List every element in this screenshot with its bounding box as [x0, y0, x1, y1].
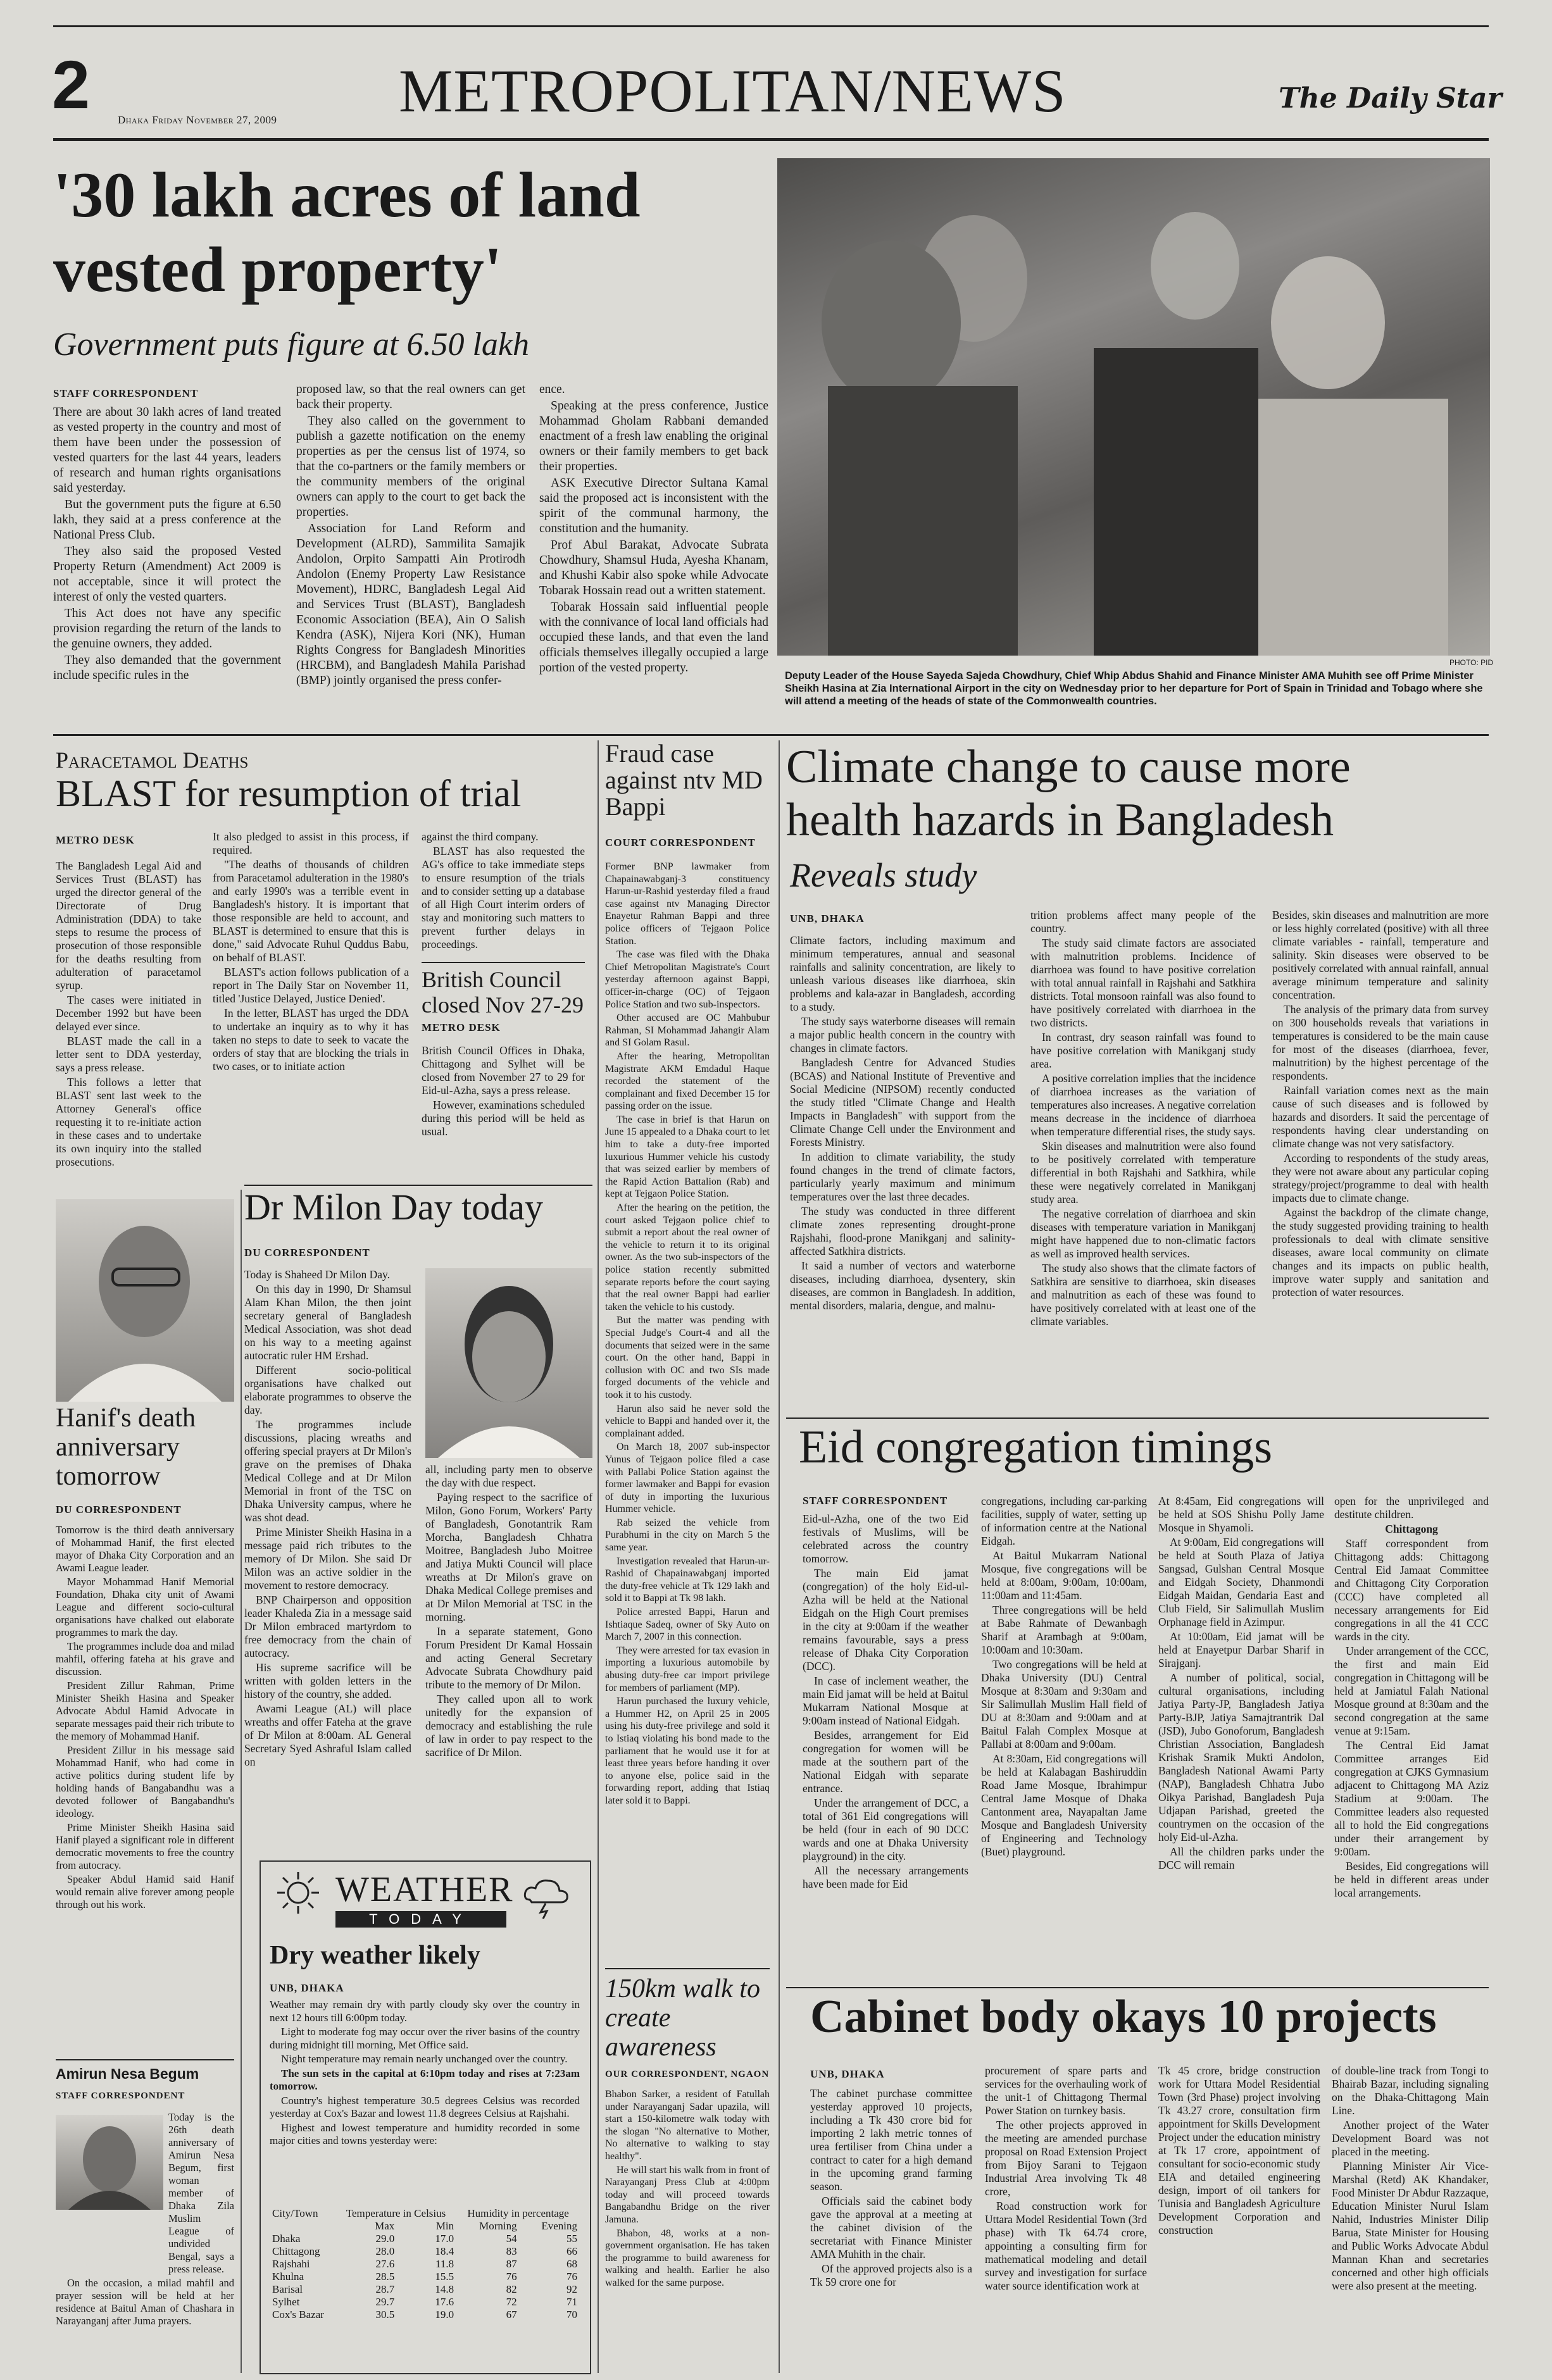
- table-cell: 29.0: [375, 2233, 395, 2245]
- paragraph: The other projects approved in the meeting are amended purchase proposal on Road Extension Project from Bijoy Sarani to Tejgaon Industrial Area involving Tk 48 crore,: [985, 2119, 1147, 2198]
- paper-logo: The Daily Star: [1279, 82, 1502, 115]
- paragraph: procurement of spare parts and services for the overhauling work of the unit-1 of Chittagong Thermal Power Station on turnkey basis.: [985, 2064, 1147, 2117]
- table-cell: Sylhet: [272, 2296, 300, 2308]
- weather-table: [270, 2207, 580, 2321]
- table-cell: 92: [566, 2283, 577, 2295]
- table-cell: 67: [506, 2308, 517, 2321]
- eid-subhead-chittagong: Chittagong: [1385, 1523, 1438, 1535]
- table-subheader: Min: [435, 2220, 454, 2232]
- paragraph: Prime Minister Sheikh Hasina in a message paid rich tributes to the memory of Dr Milon. She said Dr Milon was an active soldier in the movement to restore democracy.: [244, 1526, 411, 1592]
- walk-headline: 150km walk to create awareness: [605, 1974, 760, 2062]
- fraud-headline: Fraud case against ntv MD Bappi: [605, 739, 763, 821]
- blast-kicker: Paracetamol Deaths: [56, 747, 249, 773]
- blast-col-1: [56, 859, 201, 1170]
- table-cell: 76: [506, 2271, 517, 2283]
- paragraph: proposed law, so that the real owners can get back their property.: [296, 383, 525, 411]
- paragraph: The negative correlation of diarrhoea and skin diseases with temperature variation in Manikganj might have happened due to non-climatic factors as well as improved health services.: [1030, 1207, 1256, 1260]
- paragraph: trition problems affect many people of the country.: [1030, 909, 1256, 935]
- paragraph: At 9:00am, Eid congregations will be held at South Plaza of Jatiya Sangsad, Gulshan Central Mosque and Eidgah Society, Dhanmondi Eidgah Maidan, Gendaria East and Club Field, Sir Salimullah Muslim Orphanage field in Azimpur.: [1158, 1536, 1324, 1628]
- paragraph: However, examinations scheduled during this period will be held as usual.: [422, 1099, 585, 1138]
- hanif-photo: [56, 1199, 234, 1402]
- council-headline: British Council closed Nov 27-29: [422, 967, 584, 1018]
- paragraph: Weather may remain dry with partly cloudy sky over the country in next 12 hours till 6:00pm today.: [270, 1998, 580, 2024]
- table-cell: Khulna: [272, 2271, 304, 2283]
- paragraph: The case was filed with the Dhaka Chief Metropolitan Magistrate's Court yesterday afternoon against Bappi, officer-in-charge (OC) of Tejgaon Police Station and two sub-inspectors.: [605, 949, 770, 1010]
- table-header: Temperature in Celsius: [346, 2207, 446, 2219]
- milon-byline: DU CORRESPONDENT: [244, 1247, 370, 1259]
- paragraph: Skin diseases and malnutrition were also found to be positively correlated with temperature differential in both Rajshahi and Satkhira, while these were negatively correlated in Manikganj study area.: [1030, 1140, 1256, 1206]
- paragraph: Climate factors, including maximum and minimum temperatures, annual and seasonal rainfalls and salinity concentration, are likely to unleash various diseases like diarrhoea, skin problems and kala-azar in Bangladesh, according to a study.: [790, 934, 1015, 1013]
- table-row: [270, 2258, 580, 2271]
- paragraph: It said a number of vectors and waterborne diseases, including diarrhoea, dysentery, skin diseases, are common in Bangladesh. In addition, mental disorders, malaria, dengue, and malnu-: [790, 1259, 1015, 1312]
- paragraph: The Central Eid Jamat Committee arranges Eid congregation at CJKS Gymnasium adjacent to Chittagong MA Aziz Stadium at 9:00am. The Committee leaders also requested all to hold the Eid congregations under their arrangement by 9:00am.: [1334, 1739, 1489, 1858]
- paragraph: In a separate statement, Gono Forum President Dr Kamal Hossain and acting General Secretary Advocate Subrata Chowdhury paid tribute to the memory of Dr Milon.: [425, 1625, 592, 1691]
- paragraph: President Zillur in his message said Mohammad Hanif, who had come in active politics during student life by holding hands of Bangabandhu was a devoted follower of Bangabandhu's ideology.: [56, 1744, 234, 1819]
- cabinet-headline: Cabinet body okays 10 projects: [810, 1991, 1437, 2043]
- paragraph: A number of political, social, cultural organisations, including Jatiya Party-JP, Bangladesh Jatiya Party-BJP, Jatiya Samajtrantrik Dal (JSD), Jubo Gonoforum, Bangladesh Christian Association, Bangladesh Krishak Sramik Mukti Andolon, Bangladesh National Awami Party (NAP), Bangladesh Chhatra Jubo Oikya Parishad, Bangladesh Puja Udjapan Parishad, greeted the countrymen on the occasion of the holy Eid-ul-Azha.: [1158, 1671, 1324, 1843]
- table-cell: Dhaka: [272, 2233, 301, 2245]
- eid-byline: STAFF CORRESPONDENT: [803, 1495, 948, 1507]
- paragraph: The Bangladesh Legal Aid and Services Trust (BLAST) has urged the director general of the Directorate of Drug Administration (DDA) to take steps to resume the process of prosecution of those responsible for the deaths resulting from adulteration of paracetamol syrup.: [56, 859, 201, 992]
- paragraph: Another project of the Water Development Board was not placed in the meeting.: [1332, 2119, 1489, 2158]
- paragraph: The case in brief is that Harun on June 15 appealed to a Dhaka court to let him to take a duty-free imported luxurious Hummer vehicle his custody that was seized earlier by members of the Rapid Action Battalion (Rab) and kept at Tejgaon Police Station.: [605, 1114, 770, 1200]
- table-subheader: Morning: [479, 2220, 517, 2232]
- paragraph: Road construction work for Uttara Model Residential Town (3rd phase) with Tk 64.74 crore, appointing a consulting firm for mathematical modeling and detail survey and investigation for surface water source identification work at: [985, 2200, 1147, 2292]
- blast-col-3: [422, 830, 585, 952]
- paragraph: The study said climate factors are associated with malnutrition problems. Incidence of diarrhoea was found to have positive correlation with total annual rainfall in Rajshahi and Satkhira districts. Total monsoon rainfall was also found to have positively correlated with diarrhoea in the two districts.: [1030, 937, 1256, 1029]
- sun-icon: [276, 1871, 320, 1915]
- paragraph: They were arrested for tax evasion in importing a luxurious automobile by abusing duty-free car import privilege for members of parliament (MP).: [605, 1645, 770, 1693]
- paragraph: The cabinet purchase committee yesterday approved 10 projects, including a Tk 430 crore bid for importing 2 lakh metric tonnes of urea fertiliser from China under a contract to cater for a high demand in the upcoming grand farming season.: [810, 2087, 972, 2193]
- paragraph: Harun also said he never sold the vehicle to Bappi and handed over it, the complainant added.: [605, 1403, 770, 1439]
- paragraph: Against the backdrop of the climate change, the study suggested providing training to health professionals to deal with climate sensitive diseases, aware local community on climate changes and its impacts on public health, improve water supply and sanitation and protection of water resources.: [1272, 1206, 1489, 1299]
- paragraph: Besides, arrangement for Eid congregation for women will be made at the southern part of the National Eidgah with separate entrance.: [803, 1729, 968, 1795]
- paragraph: Under arrangement of the CCC, the first and main Eid congregation in Chittagong will be held at Jamiatul Falah National Mosque ground at 8:30am and the second congregation at the same venue at 9:15am.: [1334, 1645, 1489, 1737]
- milon-photo: [425, 1268, 592, 1458]
- paragraph: Other accused are OC Mahbubur Rahman, SI Mohammad Jahangir Alam and SI Golam Rasul.: [605, 1012, 770, 1049]
- table-row: [270, 2271, 580, 2283]
- table-cell: 30.5: [375, 2308, 395, 2321]
- paragraph: A positive correlation implies that the incidence of diarrhoea increases as the variation of temperatures also increases. A negative correlation means decrease in the incidence of diarrhoea when temperature differential rises, the study says.: [1030, 1072, 1256, 1138]
- masthead-rule: [53, 138, 1489, 141]
- table-row: [270, 2308, 580, 2321]
- eid-col-4: [1334, 1495, 1489, 1901]
- main-photo-figures: [777, 158, 1490, 656]
- paragraph: At 8:30am, Eid congregations will be held at Kalabagan Bashiruddin Road Jame Mosque, Ibrahimpur Central Jame Mosque of Dhaka Cantonment area, Nayapaltan Jame Mosque and Bangladesh University of Engineering and Technology (Buet) playground.: [981, 1752, 1147, 1858]
- paragraph: British Council Offices in Dhaka, Chittagong and Sylhet will be closed from November 27 to 29 for Eid-ul-Azha, says a press release.: [422, 1044, 585, 1097]
- milon-col-1: [244, 1268, 411, 1770]
- paragraph: All the children parks under the DCC will remain: [1158, 1845, 1324, 1871]
- paragraph: Harun purchased the luxury vehicle, a Hummer H2, on April 25 in 2005 using his duty-free privilege and sold it to Istiaq violating his bond made to the parliament that he would use it for at least three years before handing it over to anyone else, police said in the forwarding report, adding that Istiaq later sold it to Bappi.: [605, 1696, 770, 1806]
- table-cell: Cox's Bazar: [272, 2308, 324, 2321]
- cabinet-col-4: [1332, 2064, 1489, 2294]
- paragraph: Bhabon Sarker, a resident of Fatullah under Narayanganj Sadar upazila, will start a 150-kilometre walk today with the slogan "No alternative to Mother, No alternative to walking to stay healthy".: [605, 2089, 770, 2162]
- paragraph: Light to moderate fog may occur over the river basins of the country during midnight till morning, Met Office said.: [270, 2026, 580, 2051]
- table-cell: 17.6: [435, 2296, 454, 2308]
- table-cell: 66: [566, 2245, 577, 2257]
- cabinet-byline: UNB, DHAKA: [810, 2068, 885, 2080]
- paragraph: Bangladesh Centre for Advanced Studies (BCAS) and National Institute of Preventive and Social Medicine (NIPSOM) recently conducted the study titled "Climate Change and Health Impacts in Bangladesh" with support from the Climate Change Cell under the Environment and Forests Ministry.: [790, 1056, 1015, 1149]
- paragraph: Country's highest temperature 30.5 degrees Celsius was recorded yesterday at Cox's Bazar and lowest 11.8 degrees Celsius at Rajshahi.: [270, 2094, 580, 2119]
- paragraph: President Zillur Rahman, Prime Minister Sheikh Hasina and Speaker Advocate Abdul Hamid Advocate in separate messages paid their rich tribute to the memory of Mohammad Hanif.: [56, 1679, 234, 1742]
- paragraph: But the government puts the figure at 6.50 lakh, they said at a press conference at the National Press Club.: [53, 498, 281, 542]
- table-cell: Barisal: [272, 2283, 303, 2295]
- climate-subhead: Reveals study: [790, 856, 977, 894]
- weather-headline: Dry weather likely: [270, 1941, 480, 1970]
- page-number: 2: [52, 46, 91, 123]
- paragraph: Highest and lowest temperature and humidity recorded in some major cities and towns yesterday were:: [270, 2121, 580, 2146]
- hanif-portrait: [56, 1199, 234, 1402]
- council-text: [422, 1044, 585, 1140]
- amiran-text: [56, 2111, 234, 2329]
- lead-byline: STAFF CORRESPONDENT: [53, 387, 199, 399]
- paragraph: Staff correspondent from Chittagong adds: Chittagong Central Eid Jamaat Committee and Chittagong City Corporation (CCC) have completed all necessary arrangements for Eid congregations in all the 41 CCC wards in the city.: [1334, 1537, 1489, 1643]
- paragraph: Night temperature may remain nearly unchanged over the country.: [281, 2053, 568, 2065]
- cabinet-rule: [786, 1987, 1489, 1988]
- paragraph: Police arrested Bappi, Harun and Ishtiaque Sadeq, owner of Sky Auto on March 7, 2007 in this connection.: [605, 1607, 770, 1643]
- amiran-byline: STAFF CORRESPONDENT: [56, 2091, 185, 2101]
- eid-headline: Eid congregation timings: [799, 1421, 1273, 1473]
- table-cell: 72: [506, 2296, 517, 2308]
- storm-cloud-icon: [520, 1874, 571, 1919]
- section-title: METROPOLITAN/NEWS: [399, 57, 1067, 125]
- paragraph: Tk 45 crore, bridge construction work for Uttara Model Residential Town (3rd Phase) project involving Tk 43.27 crore, consultation firm appointment for Skills Development Project under the education ministry at Tk 17 crore, appointment of consultant for socio-economic study EIA and detailed engineering design, import of oil tankers for Tunisia and Bangladesh Agriculture Development Corporation and construction: [1158, 2064, 1320, 2236]
- paragraph: all, including party men to observe the day with due respect.: [425, 1463, 592, 1489]
- paragraph: ence.: [539, 383, 565, 396]
- paragraph: At 10:00am, Eid jamat will be held at Enayetpur Darbar Sharif in Sirajganj.: [1158, 1630, 1324, 1669]
- walk-byline: OUR CORRESPONDENT, NGAON: [605, 2069, 770, 2079]
- table-cell: 76: [566, 2271, 577, 2283]
- table-cell: 68: [566, 2258, 577, 2270]
- paragraph: Today is Shaheed Dr Milon Day.: [244, 1268, 390, 1281]
- paragraph: After the hearing on the petition, the court asked Tejgaon police chief to submit a report about the real owner of the vehicle to return it to its original owner. As the two sub-inspectors of the police station recently submitted separate reports before the court saying that the real owner Bappi had earlier taken the vehicle to his custody.: [605, 1202, 770, 1312]
- paragraph: Today is the 26th death anniversary of Amirun Nesa Begum, first woman member of Dhaka Zila Muslim League of undivided Bengal, says a press release.: [168, 2111, 234, 2275]
- column-divider: [241, 1190, 242, 2373]
- table-cell: 55: [566, 2233, 577, 2245]
- blast-col-2: [213, 830, 409, 1075]
- fraud-byline: COURT CORRESPONDENT: [605, 837, 756, 849]
- walk-text: [605, 2088, 770, 2291]
- milon-rule: [244, 1185, 592, 1186]
- main-photo: [777, 158, 1490, 656]
- table-cell: 87: [506, 2258, 517, 2270]
- paragraph: According to respondents of the study areas, they were not aware about any particular coping strategy/project/programme to deal with health impacts due to climate change.: [1272, 1152, 1489, 1204]
- paragraph: BLAST's action follows publication of a report in The Daily Star on November 11, titled 'Justice Delayed, Justice Denied'.: [213, 966, 409, 1005]
- lead-col-2: [296, 382, 525, 690]
- table-cell: 28.5: [375, 2271, 395, 2283]
- paragraph: Planning Minister Air Vice-Marshal (Retd) AK Khandaker, Food Minister Dr Abdur Razzaque, Education Minister Nurul Islam Nahid, Industries Minister Dilip Barua, State Minister for Housing and Public Works Advocate Abdul Mannan Khan and secretaries concerned and other high officials were also present at the meeting.: [1332, 2160, 1489, 2292]
- weather-byline: UNB, DHAKA: [270, 1982, 344, 1994]
- column-divider: [598, 740, 599, 2373]
- eid-col-2: [981, 1495, 1147, 1860]
- paragraph: Different socio-political organisations have chalked out elaborate programmes to observe the day.: [244, 1364, 411, 1416]
- paragraph: The sun sets in the capital at 6:10pm today and rises at 7:23am tomorrow.: [270, 2067, 580, 2092]
- paragraph: BLAST made the call in a letter sent to DDA yesterday, says a press release.: [56, 1035, 201, 1074]
- lead-col-3: [539, 382, 768, 677]
- main-photo-caption: Deputy Leader of the House Sayeda Sajeda Chowdhury, Chief Whip Abdus Shahid and Finance Minister AMA Muhith see off Prime Minister Sheikh Hasina at Zia International Airport in the city on Wednesday prior to her departure for Port of Spain in Trinidad and Tobago where she will attend a meeting of the heads of state of the Commonwealth countries.: [785, 670, 1483, 707]
- paragraph: The study was conducted in three different climate zones representing drought-prone Rajshahi, flood-prone Manikganj and salinity-affected Satkhira districts.: [790, 1205, 1015, 1257]
- table-cell: Rajshahi: [272, 2258, 310, 2270]
- paragraph: The cases were initiated in December 1992 but have been delayed ever since.: [56, 994, 201, 1033]
- paragraph: Awami League (AL) will place wreaths and offer Fateha at the grave of Dr Milon at 8:00am. AL General Secretary Syed Ashraful Islam called on: [244, 1702, 411, 1768]
- table-cell: 28.7: [375, 2283, 395, 2295]
- paragraph: Eid-ul-Azha, one of the two Eid festivals of Muslims, will be celebrated across the country tomorrow.: [803, 1512, 968, 1565]
- paragraph: They also demanded that the government include specific rules in the: [53, 654, 281, 682]
- blast-byline: METRO DESK: [56, 834, 135, 846]
- paragraph: Mayor Mohammad Hanif Memorial Foundation, Dhaka city unit of Awami League and different socio-cultural organisations have chalked out elaborate programmes to mark the day.: [56, 1576, 234, 1638]
- paragraph: At Baitul Mukarram National Mosque, five congregations will be held at 8:00am, 9:00am, 10:00am, 11:00am and 11:45am.: [981, 1549, 1147, 1602]
- paragraph: Besides, skin diseases and malnutrition are more or less highly correlated (positive) with all three climate variables - rainfall, temperature and salinity. Skin diseases were observed to be positively correlated with annual rainfall, annual average minimum temperature and salinity concentration.: [1272, 909, 1489, 1001]
- paragraph: It also pledged to assist in this process, if required.: [213, 830, 409, 856]
- paragraph: Of the approved projects also is a Tk 59 crore one for: [810, 2262, 972, 2288]
- table-cell: 29.7: [375, 2296, 395, 2308]
- paragraph: There are about 30 lakh acres of land treated as vested property in the country and most of them have been under the possession of vested quarters for the last 44 years, leaders of research and human rights organisations said yesterday.: [53, 406, 281, 495]
- paragraph: The programmes include doa and milad mahfil, offering fateha at his grave and discussion.: [56, 1640, 234, 1678]
- table-cell: 70: [566, 2308, 577, 2321]
- paragraph: The study says waterborne diseases will remain a major public health concern in the country with changes in climate factors.: [790, 1015, 1015, 1054]
- paragraph: But the matter was pending with Special Judge's Court-4 and all the documents that seized were in the same court. On the other hand, Bappi in collusion with OC and two SIs made forged documents of the vehicle and took it to his custody.: [605, 1315, 770, 1400]
- paragraph: They called upon all to work unitedly for the expansion of democracy and establishing the rule of law in order to pay respect to the sacrifice of Dr Milon.: [425, 1693, 592, 1759]
- paragraph: On March 18, 2007 sub-inspector Yunus of Tejgaon police filed a case with Pallabi Police Station against the former lawmaker and Bappi for evasion of duty in importing the luxurious Hummer vehicle.: [605, 1442, 770, 1515]
- section-rule: [53, 734, 1489, 736]
- paragraph: In case of inclement weather, the main Eid jamat will be held at Baitul Mukarram National Mosque at 9:00am instead of National Eidgah.: [803, 1674, 968, 1727]
- paragraph: Prof Abul Barakat, Advocate Subrata Chowdhury, Shamsul Huda, Ayesha Khanam, and Khushi Kabir also spoke while Advocate Tobarak Hossain read out a written statement.: [539, 539, 768, 597]
- paragraph: Under the arrangement of DCC, a total of 361 Eid congregations will be held (four in each of 90 DCC wards and one at Dhaka University playground) in the city.: [803, 1797, 968, 1862]
- paragraph: ASK Executive Director Sultana Kamal said the proposed act is inconsistent with the spirit of the communal harmony, the constitution and the humanity.: [539, 477, 768, 535]
- paragraph: His supreme sacrifice will be written with golden letters in the history of the country, she added.: [244, 1661, 411, 1700]
- table-cell: 17.0: [435, 2233, 454, 2245]
- paragraph: The analysis of the primary data from survey on 300 households reveals that variations in temperatures is considered to be the main cause for most of the diseases (diarrhoea, fever, malnutrition) by the highest percentage of the respondents.: [1272, 1003, 1489, 1082]
- column-divider: [779, 740, 780, 2373]
- paragraph: This follows a letter that BLAST sent last week to the Attorney General's office requesting it to re-initiate action in these cases and to undertake its own inquiry into the stalled prosecutions.: [56, 1076, 201, 1168]
- paragraph: "The deaths of thousands of children from Paracetamol adulteration in the 1980's and early 1990's was a terrible event in Bangladesh's history. It is important that those responsible are held to account, and BLAST is determined to ensure that this is done," said Advocate Ruhul Quddus Babu, on behalf of BLAST.: [213, 858, 409, 964]
- table-row: [270, 2233, 580, 2245]
- table-cell: 71: [566, 2296, 577, 2308]
- milon-portrait: [425, 1268, 592, 1458]
- table-cell: 28.0: [375, 2245, 395, 2257]
- eid-rule: [786, 1417, 1489, 1419]
- cabinet-col-3: [1158, 2064, 1320, 2238]
- lead-col-1: [53, 405, 281, 685]
- walk-rule: [605, 1968, 770, 1969]
- paragraph: against the third company.: [422, 830, 539, 843]
- paragraph: This Act does not have any specific provision regarding the return of the lands to the genuine owners, they added.: [53, 607, 281, 651]
- paragraph: After the hearing, Metropolitan Magistrate AKM Emdadul Haque recorded the statement of the complainant and fixed December 15 for passing order on the issue.: [605, 1050, 770, 1112]
- paragraph: In addition to climate variability, the study found changes in the trend of climate factors, particularly yearly maximum and minimum temperatures over the last three decades.: [790, 1150, 1015, 1203]
- table-cell: 19.0: [435, 2308, 454, 2321]
- paragraph: Three congregations will be held at Babe Rahmate of Dewanbagh Sharif at Arambagh at 9:00am, 10:00am and 10:30am.: [981, 1604, 1147, 1656]
- table-row: [270, 2283, 580, 2296]
- eid-col-1: [803, 1512, 968, 1892]
- hanif-headline: Hanif's death anniversary tomorrow: [56, 1404, 196, 1491]
- table-header: City/Town: [272, 2207, 318, 2219]
- lead-subhead: Government puts figure at 6.50 lakh: [53, 327, 529, 363]
- cabinet-col-1: [810, 2087, 972, 2290]
- paragraph: Officials said the cabinet body gave the approval at a meeting at the cabinet division of the secretariat with Finance Minister AMA Muhith in the chair.: [810, 2195, 972, 2260]
- paragraph: On the occasion, a milad mahfil and prayer session will be held at her residence at Baitul Aman of Chashara in Narayanganj after Juma prayers.: [56, 2277, 234, 2327]
- paragraph: Investigation revealed that Harun-ur-Rashid of Chapainawabganj imported the duty-free vehicle at Tk 129 lakh and sold it to Bappi at Tk 98 lakh.: [605, 1555, 770, 1604]
- table-cell: 54: [506, 2233, 517, 2245]
- climate-col-2: [1030, 909, 1256, 1330]
- lead-headline: [53, 158, 768, 308]
- cabinet-col-2: [985, 2064, 1147, 2294]
- council-rule: [422, 962, 585, 963]
- milon-headline: Dr Milon Day today: [244, 1187, 543, 1228]
- hanif-text: [56, 1524, 234, 1912]
- table-subheader: Evening: [541, 2220, 577, 2232]
- paragraph: open for the unprivileged and destitute children.: [1334, 1495, 1489, 1521]
- climate-headline-line-2: health hazards in Bangladesh: [786, 794, 1334, 846]
- paragraph: The main Eid jamat (congregation) of the holy Eid-ul-Azha will be held at the National Eidgah on the High Court premises in the city at 9:00am if the weather remains favourable, says a press release of Dhaka City Corporation (DCC).: [803, 1567, 968, 1673]
- paragraph: They also called on the government to publish a gazette notification on the enemy properties as per the census list of 1974, so that the co-partners or the family members or the community members of the original owners can apply to the court to get back the properties.: [296, 414, 525, 519]
- weather-logo-word: WEATHER: [335, 1870, 514, 1909]
- table-cell: 83: [506, 2245, 517, 2257]
- paragraph: Speaking at the press conference, Justice Mohammad Gholam Rabbani demanded enactment of a fresh law enabling the original owners or their family members to get back their properties.: [539, 399, 768, 473]
- paragraph: The programmes include discussions, placing wreaths and offering special prayers at Dr Milon's grave on the premises of Dhaka Medical College and at Dr Milon Memorial in front of the TSC on Dhaka University campus, where he was shot dead.: [244, 1418, 411, 1524]
- climate-headline-line-1: Climate change to cause more: [786, 741, 1351, 793]
- weather-text: [270, 1998, 580, 2149]
- table-cell: 15.5: [435, 2271, 454, 2283]
- climate-col-3: [1272, 909, 1489, 1300]
- paragraph: Association for Land Reform and Development (ALRD), Sammilita Samajik Andolon, Orpito Sampatti Ain Protirodh Andolon (Enemy Property Law Resistance Movement), HDRC, Bangladesh Legal Aid and Services Trust (BLAST), Bangladesh Economic Association (BEA), Ain O Salish Kendra (ASK), Nijera Kori (NK), Human Rights Congress for Bangladesh Minorities (HRCBM), and Bangladesh Mahila Parishad (BMP) jointly organised the press confer-: [296, 522, 525, 687]
- weather-logo-sub: TODAY: [335, 1911, 506, 1928]
- paragraph: In contrast, dry season rainfall was found to have positive correlation with Manikganj study area.: [1030, 1031, 1256, 1070]
- paragraph: Tobarak Hossain said influential people with the connivance of local land officials had occupied these lands, and that even the land officials themselves illegally occupied a large portion of the vested property.: [539, 601, 768, 675]
- paragraph: BNP Chairperson and opposition leader Khaleda Zia in a message said Dr Milon embraced martyrdom to free democracy from the chain of autocracy.: [244, 1593, 411, 1659]
- paragraph: Rab seized the vehicle from Purabhumi in the city on March 5 the same year.: [605, 1517, 770, 1554]
- paragraph: The study also shows that the climate factors of Satkhira are sensitive to diarrhoea, skin diseases and malnutrition as each of these was found to have positively correlated with at least one of the climate variables.: [1030, 1262, 1256, 1328]
- table-header: Humidity in percentage: [467, 2207, 569, 2219]
- milon-col-2: [425, 1463, 592, 1760]
- paragraph: Rainfall variation comes next as the main cause of such diseases and is followed by hazards and disorders. It said the percentage of respondents having clear understanding on climate change was not very satisfactory.: [1272, 1084, 1489, 1150]
- table-row: [270, 2296, 580, 2308]
- climate-headline: [786, 740, 1489, 847]
- lead-headline-line-2: vested property': [53, 234, 503, 306]
- paragraph: congregations, including car-parking facilities, supply of water, setting up of information centre at the National Eidgah.: [981, 1495, 1147, 1547]
- paragraph: Paying respect to the sacrifice of Milon, Gono Forum, Workers' Party of Bangladesh, Gonotantrik Ram Morcha, Bangladesh Chhatra Moitree, Bangladesh Jubo Moitree and Jatiya Mukti Council will place wreaths at Dr Milon's grave on Dhaka Medical College premises and at Dr Milon Memorial at TSC in the morning.: [425, 1491, 592, 1623]
- paragraph: of double-line track from Tongi to Bhairab Bazar, including signaling on the Dhaka-Chittagong Main Line.: [1332, 2064, 1489, 2117]
- table-cell: 11.8: [435, 2258, 454, 2270]
- paragraph: Prime Minister Sheikh Hasina said Hanif played a significant role in different democratic movements to free the country from autocracy.: [56, 1821, 234, 1871]
- dateline: Dhaka Friday November 27, 2009: [118, 114, 277, 126]
- paragraph: On this day in 1990, Dr Shamsul Alam Khan Milon, the then joint secretary general of Bangladesh Medical Association, was shot dead on his way to a meeting against autocratic ruler HM Ershad.: [244, 1283, 411, 1362]
- fraud-text: [605, 861, 770, 1809]
- climate-byline: UNB, DHAKA: [790, 913, 865, 925]
- council-byline: METRO DESK: [422, 1021, 501, 1033]
- climate-col-1: [790, 934, 1015, 1314]
- paragraph: Tomorrow is the third death anniversary of Mohammad Hanif, the first elected mayor of Dhaka City Corporation and an Awami League leader.: [56, 1524, 234, 1574]
- paragraph: All the necessary arrangements have been made for Eid: [803, 1864, 968, 1890]
- paragraph: In the letter, BLAST has urged the DDA to undertake an inquiry as to why it has taken no steps to date to seek to vacate the orders of stay that are blocking the trials in two cases, or to initiate action: [213, 1007, 409, 1073]
- blast-headline: BLAST for resumption of trial: [56, 773, 522, 814]
- eid-col-3: [1158, 1495, 1324, 1873]
- photo-credit: PHOTO: PID: [1449, 658, 1494, 667]
- amiran-rule: [56, 2059, 234, 2060]
- top-rule: [53, 25, 1489, 27]
- paragraph: He will start his walk from in front of Narayanganj Press Club at 4:00pm today and will proceed towards Bangabandhu Bridge on the river Jamuna.: [605, 2164, 770, 2225]
- lead-headline-line-1: '30 lakh acres of land: [53, 159, 641, 231]
- paragraph: At 8:45am, Eid congregations will be held at SOS Shishu Polly Jame Mosque in Shyamoli.: [1158, 1495, 1324, 1534]
- paragraph: BLAST has also requested the AG's office to take immediate steps to ensure resumption of the trials and to consider setting up a database of all High Court interim orders of stay and monitoring such matters to prevent further delays in proceedings.: [422, 845, 585, 950]
- hanif-byline: DU CORRESPONDENT: [56, 1504, 182, 1516]
- paragraph: Besides, Eid congregations will be held in different areas under local arrangements.: [1334, 1860, 1489, 1899]
- paragraph: Former BNP lawmaker from Chapainawabganj-3 constituency Harun-ur-Rashid yesterday filed a fraud case against ntv Managing Director Enayetur Rahman Bappi and three police officers of Tejgaon Police Station.: [605, 861, 770, 947]
- table-cell: 14.8: [435, 2283, 454, 2295]
- weather-box: [260, 1860, 591, 2374]
- table-subheader: Max: [375, 2220, 395, 2232]
- paragraph: They also said the proposed Vested Property Return (Amendment) Act 2009 is not acceptable, since it will protect the interest of only the vested quarters.: [53, 545, 281, 604]
- amiran-headline: Amirun Nesa Begum: [56, 2065, 199, 2082]
- paragraph: Speaker Abdul Hamid said Hanif would remain alive forever among people through out his work.: [56, 1873, 234, 1910]
- paragraph: Two congregations will be held at Dhaka University (DU) Central Mosque at 8:30am and 9:30am and Sir Salimullah Muslim Hall field of DU at 8:30am and 9:00am and at Baitul Falah Complex Mosque at Pallabi at 8:00am and 9:00am.: [981, 1658, 1147, 1750]
- paragraph: Bhabon, 48, works at a non-government organisation. He has taken the programme to build awareness for walking and health. Earlier he also walked for the same purpose.: [605, 2227, 770, 2288]
- table-cell: 27.6: [375, 2258, 395, 2270]
- table-cell: 18.4: [435, 2245, 454, 2257]
- table-cell: 82: [506, 2283, 517, 2295]
- table-row: [270, 2245, 580, 2258]
- table-cell: Chittagong: [272, 2245, 320, 2257]
